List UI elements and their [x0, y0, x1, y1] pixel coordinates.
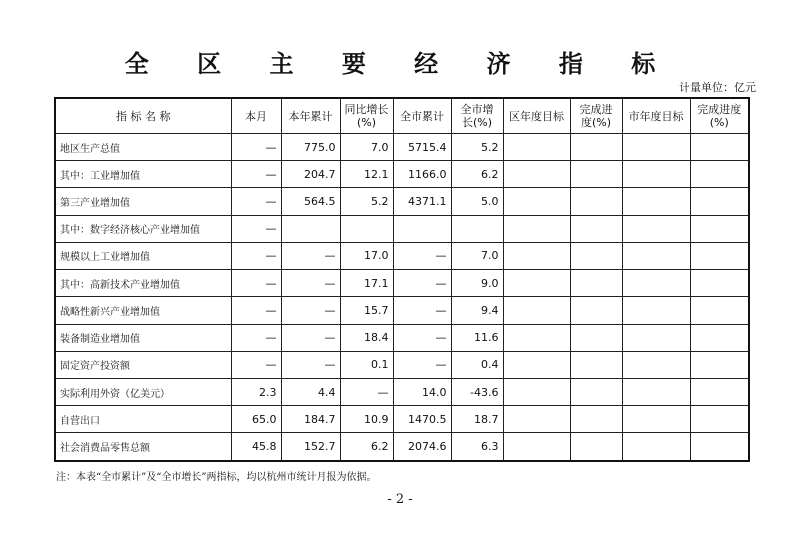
cell-c6 [503, 270, 570, 297]
cell-c6 [503, 161, 570, 188]
cell-c7 [570, 188, 622, 215]
cell-c4: — [393, 242, 451, 269]
indicator-name: 实际利用外资（亿美元） [55, 378, 231, 405]
cell-c9 [690, 134, 749, 161]
col-header-district-target: 区年度目标 [503, 98, 570, 134]
cell-c1: — [231, 242, 281, 269]
indicator-name: 社会消费品零售总额 [55, 433, 231, 461]
table-row [55, 351, 749, 378]
cell-c1: 65.0 [231, 406, 281, 433]
cell-c6 [503, 324, 570, 351]
cell-c3: 18.4 [340, 324, 393, 351]
cell-c1: 45.8 [231, 433, 281, 461]
indicator-name: 装备制造业增加值 [55, 324, 231, 351]
cell-c2: — [281, 270, 340, 297]
cell-c1: — [231, 215, 281, 242]
page-title: 全 区 主 要 经 济 指 标 [124, 49, 676, 78]
cell-c8 [622, 134, 690, 161]
table-header-row [55, 98, 749, 134]
cell-c1: — [231, 297, 281, 324]
col-header-city-progress: 完成进度(%) [690, 98, 749, 134]
indicator-name: 其中：数字经济核心产业增加值 [55, 215, 231, 242]
cell-c5: 6.2 [451, 161, 503, 188]
cell-c5: 9.0 [451, 270, 503, 297]
indicator-name: 规模以上工业增加值 [55, 242, 231, 269]
indicators-table [54, 97, 750, 462]
cell-c5: 9.4 [451, 297, 503, 324]
cell-c3: 17.1 [340, 270, 393, 297]
indicator-name: 其中：高新技术产业增加值 [55, 270, 231, 297]
table-row [55, 433, 749, 461]
cell-c6 [503, 433, 570, 461]
cell-c4: 14.0 [393, 378, 451, 405]
cell-c5: 18.7 [451, 406, 503, 433]
cell-c7 [570, 297, 622, 324]
indicator-name: 其中：工业增加值 [55, 161, 231, 188]
cell-c7 [570, 215, 622, 242]
cell-c9 [690, 378, 749, 405]
cell-c3: 5.2 [340, 188, 393, 215]
table-row [55, 406, 749, 433]
cell-c2: — [281, 297, 340, 324]
cell-c4: 1470.5 [393, 406, 451, 433]
cell-c5: 11.6 [451, 324, 503, 351]
cell-c9 [690, 270, 749, 297]
cell-c4: — [393, 324, 451, 351]
table-row [55, 324, 749, 351]
cell-c2: 775.0 [281, 134, 340, 161]
cell-c6 [503, 351, 570, 378]
cell-c6 [503, 406, 570, 433]
cell-c3: 7.0 [340, 134, 393, 161]
table-row [55, 378, 749, 405]
cell-c8 [622, 378, 690, 405]
cell-c1: — [231, 161, 281, 188]
col-header-name: 指 标 名 称 [55, 98, 231, 134]
cell-c6 [503, 297, 570, 324]
unit-label: 计量单位：亿元 [679, 81, 756, 94]
cell-c3: 15.7 [340, 297, 393, 324]
cell-c1: — [231, 188, 281, 215]
cell-c2: — [281, 324, 340, 351]
cell-c4: 1166.0 [393, 161, 451, 188]
cell-c7 [570, 406, 622, 433]
cell-c2: 204.7 [281, 161, 340, 188]
col-header-city-total: 全市累计 [393, 98, 451, 134]
cell-c6 [503, 215, 570, 242]
cell-c9 [690, 161, 749, 188]
cell-c5: 5.0 [451, 188, 503, 215]
cell-c7 [570, 378, 622, 405]
table-row [55, 270, 749, 297]
cell-c8 [622, 215, 690, 242]
cell-c2: — [281, 242, 340, 269]
cell-c2 [281, 215, 340, 242]
col-header-ytd: 本年累计 [281, 98, 340, 134]
cell-c8 [622, 270, 690, 297]
cell-c9 [690, 215, 749, 242]
cell-c1: 2.3 [231, 378, 281, 405]
cell-c3: 17.0 [340, 242, 393, 269]
table-body [55, 134, 749, 462]
cell-c7 [570, 351, 622, 378]
cell-c7 [570, 270, 622, 297]
cell-c3: 6.2 [340, 433, 393, 461]
cell-c6 [503, 378, 570, 405]
col-header-month: 本月 [231, 98, 281, 134]
cell-c5: -43.6 [451, 378, 503, 405]
cell-c4: 4371.1 [393, 188, 451, 215]
cell-c9 [690, 188, 749, 215]
cell-c5: 0.4 [451, 351, 503, 378]
cell-c7 [570, 134, 622, 161]
cell-c6 [503, 134, 570, 161]
table-row [55, 297, 749, 324]
table-row [55, 188, 749, 215]
col-header-city-growth: 全市增长(%) [451, 98, 503, 134]
cell-c2: 564.5 [281, 188, 340, 215]
cell-c8 [622, 188, 690, 215]
cell-c3: — [340, 378, 393, 405]
cell-c5: 7.0 [451, 242, 503, 269]
footnote: 注：本表“全市累计”及“全市增长”两指标，均以杭州市统计月报为依据。 [56, 472, 377, 483]
cell-c3: 12.1 [340, 161, 393, 188]
table-row [55, 242, 749, 269]
cell-c7 [570, 433, 622, 461]
cell-c4: 5715.4 [393, 134, 451, 161]
table-row [55, 134, 749, 161]
indicator-name: 地区生产总值 [55, 134, 231, 161]
cell-c8 [622, 324, 690, 351]
cell-c3: 0.1 [340, 351, 393, 378]
page-number: - 2 - [387, 492, 413, 507]
cell-c7 [570, 324, 622, 351]
cell-c1: — [231, 270, 281, 297]
col-header-yoy: 同比增长(%) [340, 98, 393, 134]
cell-c6 [503, 188, 570, 215]
cell-c5: 6.3 [451, 433, 503, 461]
col-header-district-progress: 完成进度(%) [570, 98, 622, 134]
cell-c4: 2074.6 [393, 433, 451, 461]
cell-c2: — [281, 351, 340, 378]
indicator-name: 固定资产投资额 [55, 351, 231, 378]
cell-c5 [451, 215, 503, 242]
cell-c7 [570, 242, 622, 269]
cell-c6 [503, 242, 570, 269]
cell-c9 [690, 406, 749, 433]
cell-c9 [690, 297, 749, 324]
cell-c9 [690, 242, 749, 269]
cell-c4: — [393, 297, 451, 324]
cell-c8 [622, 433, 690, 461]
cell-c8 [622, 351, 690, 378]
cell-c9 [690, 433, 749, 461]
indicator-name: 第三产业增加值 [55, 188, 231, 215]
cell-c8 [622, 297, 690, 324]
cell-c7 [570, 161, 622, 188]
cell-c4 [393, 215, 451, 242]
cell-c5: 5.2 [451, 134, 503, 161]
col-header-city-target: 市年度目标 [622, 98, 690, 134]
cell-c4: — [393, 270, 451, 297]
cell-c8 [622, 161, 690, 188]
indicator-name: 战略性新兴产业增加值 [55, 297, 231, 324]
cell-c8 [622, 242, 690, 269]
cell-c9 [690, 324, 749, 351]
cell-c1: — [231, 134, 281, 161]
cell-c2: 4.4 [281, 378, 340, 405]
cell-c1: — [231, 324, 281, 351]
cell-c3 [340, 215, 393, 242]
indicator-name: 自营出口 [55, 406, 231, 433]
cell-c8 [622, 406, 690, 433]
cell-c4: — [393, 351, 451, 378]
table-row [55, 215, 749, 242]
cell-c2: 152.7 [281, 433, 340, 461]
cell-c1: — [231, 351, 281, 378]
table-row [55, 161, 749, 188]
cell-c2: 184.7 [281, 406, 340, 433]
cell-c9 [690, 351, 749, 378]
cell-c3: 10.9 [340, 406, 393, 433]
